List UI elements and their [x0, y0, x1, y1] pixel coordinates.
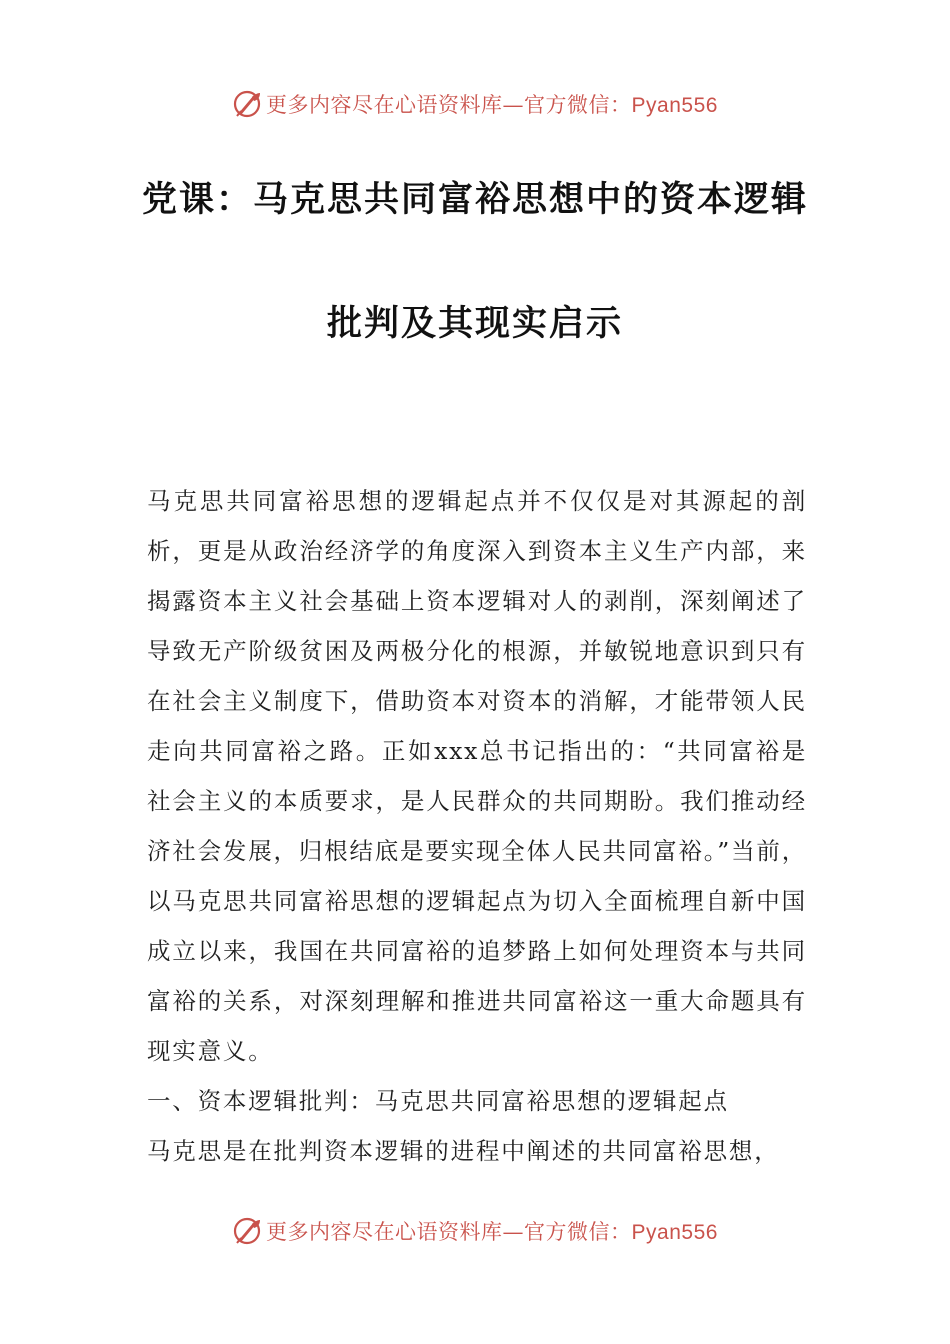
body-paragraph: 马克思是在批判资本逻辑的进程中阐述的共同富裕思想， — [147, 1137, 780, 1165]
quill-logo-icon — [232, 89, 262, 119]
quill-logo-icon — [232, 1216, 262, 1246]
document-body — [147, 476, 807, 1176]
body-paragraph: 马克思共同富裕思想的逻辑起点并不仅仅是对其源起的剖析，更是从政治经济学的角度深入到资本主义生产内部，来揭露资本主义社会基础上资本逻辑对人的剥削，深刻阐述了导致无产阶级贫困及两极分化的根源，并敏锐地意识到只有在社会主义制度下，借助资本对资本的消解，才能带领人民走向共同富裕之路。正如xxx总书记指出的：“共同富裕是社会主义的本质要求，是人民群众的共同期盼。我们推动经济社会发展，归根结底是要实现全体人民共同富裕。”当前，以马克思共同富裕思想的逻辑起点为切入全面梳理自新中国成立以来，我国在共同富裕的追梦路上如何处理资本与共同富裕的关系，对深刻理解和推进共同富裕这一重大命题具有现实意义。 — [147, 487, 807, 1065]
header-watermark — [0, 84, 950, 124]
watermark-text: 更多内容尽在心语资料库—官方微信：Pyan556 — [266, 93, 718, 117]
watermark-wechat-id: Pyan556 — [631, 1221, 718, 1244]
watermark-text: 更多内容尽在心语资料库—官方微信：Pyan556 — [266, 1220, 718, 1244]
document-title-line-1: 党课：马克思共同富裕思想中的资本逻辑 — [141, 180, 808, 220]
document-title-line-2: 批判及其现实启示 — [326, 304, 623, 344]
footer-watermark — [0, 1211, 950, 1251]
section-heading: 一、资本逻辑批判：马克思共同富裕思想的逻辑起点 — [147, 1087, 729, 1115]
watermark-wechat-id: Pyan556 — [631, 94, 718, 117]
